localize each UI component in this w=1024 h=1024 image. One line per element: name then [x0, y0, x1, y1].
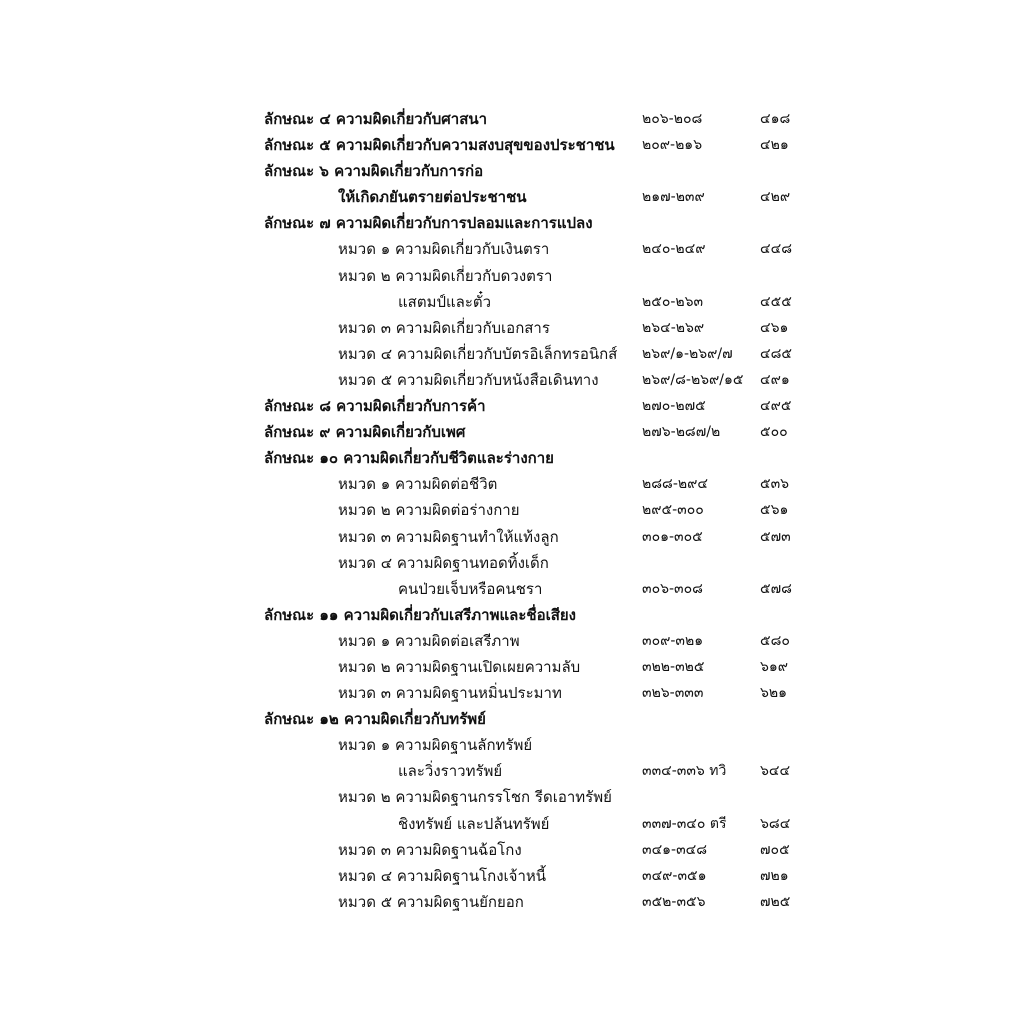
toc-row [0, 367, 1024, 393]
toc-entry-title: หมวด ๒ ความผิดต่อร่างกาย [338, 501, 520, 520]
toc-entry-sections: ๓๔๙-๓๕๑ [642, 867, 707, 884]
toc-entry-page: ๗๒๕ [760, 893, 791, 910]
toc-entry-page: ๕๗๓ [760, 528, 791, 545]
toc-entry-sections: ๓๐๖-๓๐๘ [642, 580, 703, 597]
toc-entry-page: ๔๔๘ [760, 241, 792, 258]
toc-entry-title: หมวด ๔ ความผิดฐานทอดทิ้งเด็ก [338, 553, 549, 572]
toc-entry-title: หมวด ๕ ความผิดเกี่ยวกับหนังสือเดินทาง [338, 370, 599, 389]
toc-entry-page: ๔๕๕ [760, 293, 792, 310]
toc-entry-sections: ๓๒๒-๓๒๕ [642, 658, 705, 675]
toc-entry-page: ๔๘๕ [760, 345, 792, 362]
toc-entry-title: ชิงทรัพย์ และปล้นทรัพย์ [398, 814, 550, 833]
toc-entry-page: ๖๔๔ [760, 763, 791, 780]
toc-entry-title: ลักษณะ ๑๐ ความผิดเกี่ยวกับชีวิตและร่างกาย [264, 449, 554, 468]
toc-entry-sections: ๒๐๖-๒๐๘ [642, 111, 703, 127]
toc-entry-page: ๖๒๑ [760, 685, 788, 702]
toc-entry-title: หมวด ๑ ความผิดต่อเสรีภาพ [338, 631, 520, 650]
toc-entry-sections: ๒๕๐-๒๖๓ [642, 293, 704, 310]
toc-row [0, 654, 1024, 680]
toc-row [0, 889, 1024, 915]
toc-entry-page: ๔๙๕ [760, 398, 792, 415]
toc-entry-title: หมวด ๑ ความผิดฐานลักทรัพย์ [338, 736, 533, 755]
toc-row [0, 497, 1024, 523]
toc-entry-title: หมวด ๑ ความผิดต่อชีวิต [338, 475, 498, 494]
toc-entry-page: ๔๖๑ [760, 319, 789, 336]
toc-entry-sections: ๒๗๖-๒๘๗/๒ [642, 424, 721, 441]
toc-row [0, 863, 1024, 889]
toc-entry-title: ลักษณะ ๑๑ ความผิดเกี่ยวกับเสรีภาพและชื่อเสียง [264, 605, 576, 624]
toc-entry-title: หมวด ๒ ความผิดฐานกรรโชก รีดเอาทรัพย์ [338, 788, 612, 807]
toc-entry-sections: ๒๗๐-๒๗๕ [642, 398, 706, 415]
toc-entry-page: ๔๙๑ [760, 371, 790, 388]
toc-entry-title: หมวด ๓ ความผิดฐานฉ้อโกง [338, 840, 522, 859]
toc-entry-sections: ๓๓๗-๓๔๐ ตรี [642, 815, 727, 832]
toc-row [0, 263, 1024, 289]
toc-row [0, 315, 1024, 341]
toc-row [0, 758, 1024, 784]
toc-row [0, 784, 1024, 810]
toc-entry-page: ๖๘๔ [760, 815, 791, 832]
toc-row [0, 393, 1024, 419]
toc-row [0, 289, 1024, 315]
toc-row [0, 602, 1024, 628]
toc-entry-title: หมวด ๓ ความผิดฐานหมิ่นประมาท [338, 684, 562, 703]
toc-row [0, 341, 1024, 367]
toc-entry-sections: ๓๐๙-๓๒๑ [642, 632, 704, 649]
toc-row [0, 184, 1024, 210]
toc-entry-title: ลักษณะ ๙ ความผิดเกี่ยวกับเพศ [264, 423, 466, 442]
toc-row [0, 706, 1024, 732]
toc-row [0, 158, 1024, 184]
toc-row [0, 576, 1024, 602]
toc-entry-title: ให้เกิดภยันตรายต่อประชาชน [338, 188, 527, 207]
toc-entry-title: หมวด ๕ ความผิดฐานยักยอก [338, 892, 524, 911]
toc-entry-title: หมวด ๒ ความผิดฐานเปิดเผยความลับ [338, 657, 581, 676]
toc-entry-page: ๖๑๙ [760, 658, 789, 675]
toc-entry-title: หมวด ๒ ความผิดเกี่ยวกับดวงตรา [338, 266, 553, 285]
toc-row [0, 550, 1024, 576]
toc-entry-page: ๗๐๕ [760, 841, 790, 858]
toc-entry-page: ๔๑๘ [760, 111, 791, 127]
toc-entry-page: ๔๒๑ [760, 137, 789, 154]
toc-entry-sections: ๓๕๒-๓๕๖ [642, 893, 706, 910]
toc-row [0, 811, 1024, 837]
toc-entry-sections: ๓๒๖-๓๓๓ [642, 685, 704, 702]
toc-entry-sections: ๒๖๔-๒๖๙ [642, 319, 705, 336]
toc-entry-page: ๔๒๙ [760, 189, 791, 206]
toc-row [0, 236, 1024, 262]
toc-entry-title: หมวด ๔ ความผิดฐานโกงเจ้าหนี้ [338, 866, 547, 885]
toc-entry-page: ๕๐๐ [760, 424, 788, 441]
toc-entry-title: หมวด ๑ ความผิดเกี่ยวกับเงินตรา [338, 240, 550, 259]
toc-row [0, 419, 1024, 445]
toc-entry-sections: ๒๔๐-๒๔๙ [642, 241, 706, 258]
toc-row [0, 106, 1024, 132]
toc-entry-sections: ๓๐๑-๓๐๕ [642, 528, 703, 545]
toc-row [0, 837, 1024, 863]
toc-entry-sections: ๒๘๘-๒๙๔ [642, 476, 708, 493]
toc-entry-title: ลักษณะ ๕ ความผิดเกี่ยวกับความสงบสุขของประชาชน [264, 136, 615, 155]
toc-entry-title: ลักษณะ ๗ ความผิดเกี่ยวกับการปลอมและการแปลง [264, 214, 593, 233]
toc-entry-title: หมวด ๓ ความผิดเกี่ยวกับเอกสาร [338, 318, 550, 337]
toc-entry-title: ลักษณะ ๖ ความผิดเกี่ยวกับการก่อ [264, 162, 484, 181]
toc-row [0, 680, 1024, 706]
toc-row [0, 524, 1024, 550]
toc-entry-title: ลักษณะ ๑๒ ความผิดเกี่ยวกับทรัพย์ [264, 710, 486, 729]
toc-entry-title: ลักษณะ ๔ ความผิดเกี่ยวกับศาสนา [264, 110, 488, 128]
toc-entry-sections: ๓๔๑-๓๔๘ [642, 841, 708, 858]
toc-entry-page: ๕๖๑ [760, 502, 789, 519]
table-of-contents [0, 106, 1024, 915]
toc-entry-sections: ๒๑๗-๒๓๙ [642, 189, 705, 206]
toc-entry-title: หมวด ๓ ความผิดฐานทำให้แท้งลูก [338, 527, 559, 546]
toc-entry-sections: ๒๐๙-๒๑๖ [642, 137, 703, 154]
toc-entry-sections: ๒๙๕-๓๐๐ [642, 502, 704, 519]
toc-entry-sections: ๒๖๙/๑-๒๖๙/๗ [642, 345, 733, 362]
toc-entry-title: แสตมป์และตั๋ว [398, 292, 492, 311]
toc-entry-page: ๕๘๐ [760, 632, 790, 649]
toc-row [0, 132, 1024, 158]
toc-entry-title: และวิ่งราวทรัพย์ [398, 762, 503, 781]
toc-row [0, 210, 1024, 236]
toc-entry-title: คนป่วยเจ็บหรือคนชรา [398, 579, 543, 598]
toc-row [0, 732, 1024, 758]
toc-row [0, 445, 1024, 471]
toc-entry-title: ลักษณะ ๘ ความผิดเกี่ยวกับการค้า [264, 397, 486, 416]
toc-row [0, 628, 1024, 654]
toc-row [0, 471, 1024, 497]
toc-entry-page: ๕๗๘ [760, 580, 792, 597]
toc-entry-page: ๕๓๖ [760, 476, 790, 493]
toc-entry-sections: ๓๓๔-๓๓๖ ทวิ [642, 763, 727, 780]
toc-entry-sections: ๒๖๙/๘-๒๖๙/๑๕ [642, 371, 744, 388]
toc-entry-page: ๗๒๑ [760, 867, 789, 884]
toc-entry-title: หมวด ๔ ความผิดเกี่ยวกับบัตรอิเล็กทรอนิกส์ [338, 344, 618, 363]
